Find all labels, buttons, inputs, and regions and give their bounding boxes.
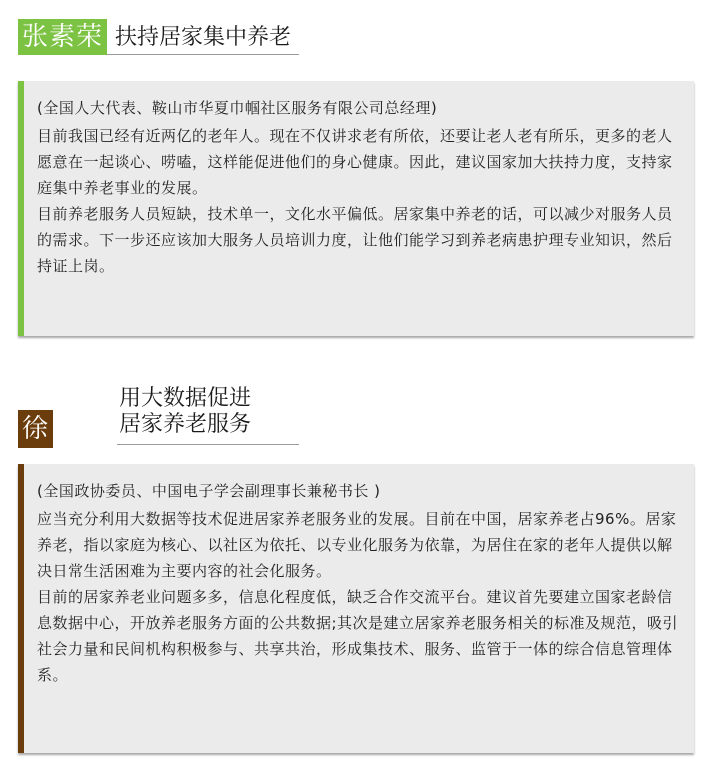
speaker-role: (全国政协委员、中国电子学会副理事长兼秘书长 ) <box>37 482 381 500</box>
paragraph: 目前的居家养老业问题多多，信息化程度低，缺乏合作交流平台。建议首先要建立国家老龄信息数据中心，开放养老服务方面的公共数据;其次是建立居家养老服务相关的标准及规范，吸引社会力量和民间机构积极参与、共享共治，形成集技术、服务、监管于一体的综合信息管理体系。 <box>37 588 679 684</box>
speaker-role: (全国人大代表、鞍山市华夏巾帼社区服务有限公司总经理) <box>37 99 438 117</box>
section-heading <box>18 17 299 55</box>
paragraph: 目前我国已经有近两亿的老年人。现在不仅讲求老有所依，还要让老人老有所乐，更多的老人愿意在一起谈心、唠嗑，这样能促进他们的身心健康。因此，建议国家加大扶持力度，支持家庭集中养老事业的发展。 <box>37 127 673 197</box>
accent-bar <box>18 81 24 336</box>
section-title-line2: 居家养老服务 <box>119 412 252 437</box>
speaker-name-tag: 徐 <box>18 410 53 448</box>
section-title-line1: 用大数据促进 <box>119 386 252 411</box>
speaker-name-tag: 张素荣 <box>18 19 107 55</box>
section-title <box>117 386 299 445</box>
quote-box <box>18 81 694 336</box>
quote-box <box>18 464 694 753</box>
paragraph: 应当充分利用大数据等技术促进居家养老服务业的发展。目前在中国，居家养老占96%。居家养老，指以家庭为核心、以社区为依托、以专业化服务为依靠，为居住在家的老年人提供以解决日常生活困难为主要内容的社会化服务。 <box>37 510 677 580</box>
accent-bar <box>18 464 24 753</box>
paragraph: 目前养老服务人员短缺，技术单一，文化水平偏低。居家集中养老的话，可以减少对服务人员的需求。下一步还应该加大服务人员培训力度，让他们能学习到养老病患护理专业知识，然后持证上岗。 <box>37 205 673 275</box>
section-title: 扶持居家集中养老 <box>107 18 299 55</box>
